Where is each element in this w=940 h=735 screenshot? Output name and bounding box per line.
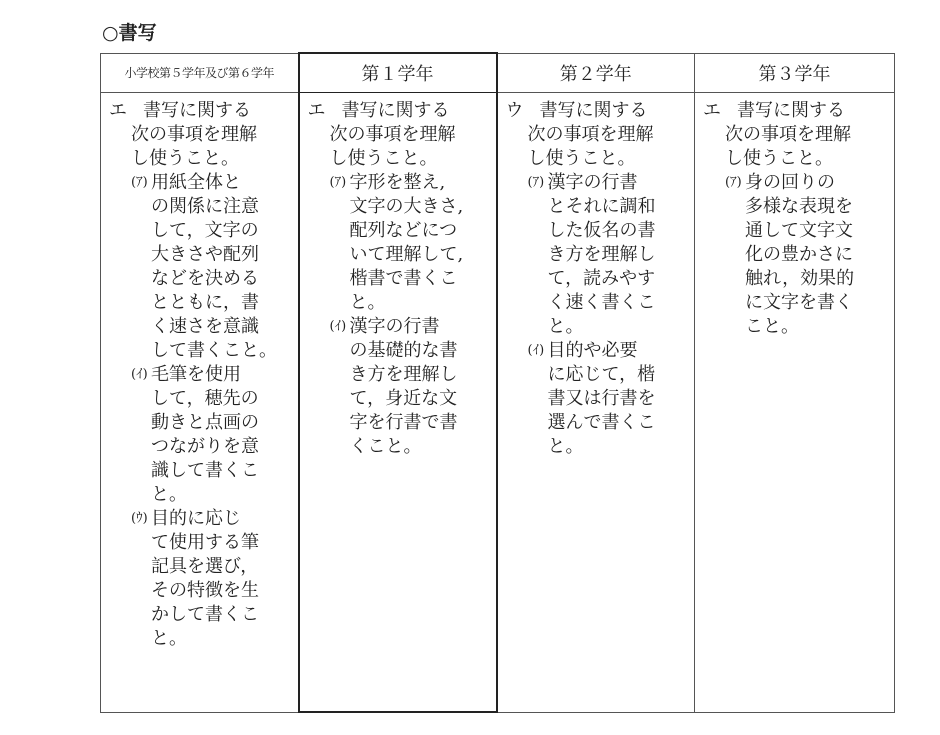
section-heading-line: 次の事項を理解 bbox=[725, 124, 851, 145]
section-heading-text: 書写に関する bbox=[737, 100, 845, 121]
item-text-line: 化の豊かさに bbox=[745, 244, 853, 265]
item-text-line: くこと。 bbox=[349, 436, 422, 457]
section-label: ウ bbox=[505, 100, 524, 121]
item-text-line: して書くこと。 bbox=[151, 340, 277, 361]
section-heading bbox=[703, 99, 888, 123]
page-title: ○書写 bbox=[102, 22, 157, 44]
item-text-line: て，読みやす bbox=[547, 268, 656, 289]
item-number: (ｲ) bbox=[527, 343, 545, 358]
item-number: (ｲ) bbox=[131, 367, 148, 382]
section-label: エ bbox=[109, 100, 127, 121]
cell-grade-1 bbox=[299, 93, 497, 713]
item-text-line: 通して文字文 bbox=[745, 220, 853, 241]
item-text-line: 字を行書で書 bbox=[349, 412, 458, 433]
item-text: 用紙全体と bbox=[151, 172, 241, 193]
section-heading-line: し使うこと。 bbox=[131, 148, 239, 169]
item-number: (ｱ) bbox=[329, 175, 347, 190]
item-text-line: して，文字の bbox=[151, 220, 259, 241]
item-number: (ｲ) bbox=[329, 319, 347, 334]
list-item bbox=[308, 171, 490, 195]
item-text-line: 書又は行書を bbox=[547, 388, 656, 409]
item-text-line: いて理解して, bbox=[349, 244, 464, 265]
section-heading-line: し使うこと。 bbox=[725, 148, 833, 169]
section-heading bbox=[308, 99, 490, 123]
item-text: 目的に応じ bbox=[151, 508, 241, 529]
header-grade-1: 第１学年 bbox=[299, 53, 497, 93]
item-text: 字形を整え, bbox=[349, 172, 446, 193]
item-text-line: 触れ，効果的 bbox=[745, 268, 855, 289]
item-text-line: して，穂先の bbox=[151, 388, 259, 409]
list-item bbox=[506, 171, 689, 195]
item-text-line: 大きさや配列 bbox=[151, 244, 259, 265]
item-text-line: 多様な表現を bbox=[745, 196, 853, 217]
item-number: (ｱ) bbox=[527, 175, 545, 190]
item-text-line: 動きと点画の bbox=[151, 412, 259, 433]
cell-grade-3 bbox=[695, 93, 895, 713]
item-text-line: と。 bbox=[151, 484, 187, 505]
item-text: 目的や必要 bbox=[547, 340, 638, 361]
section-heading-line: 次の事項を理解 bbox=[527, 124, 654, 145]
section-label: エ bbox=[703, 100, 721, 121]
item-text-line: 選んで書くこ bbox=[547, 412, 656, 433]
header-elementary-5-6: 小学校第５学年及び第６学年 bbox=[101, 53, 299, 93]
item-text-line: く速く書くこ bbox=[547, 292, 656, 313]
item-number: (ｱ) bbox=[725, 175, 742, 190]
item-text: 漢字の行書 bbox=[349, 316, 440, 337]
header-grade-2: 第２学年 bbox=[497, 53, 695, 93]
curriculum-table bbox=[100, 52, 895, 713]
item-text-line: と。 bbox=[547, 316, 584, 337]
section-heading-text: 書写に関する bbox=[539, 100, 648, 121]
list-item bbox=[109, 171, 292, 195]
item-text-line: て使用する筆 bbox=[151, 532, 259, 553]
section-heading bbox=[109, 99, 292, 123]
item-text-line: と。 bbox=[349, 292, 386, 313]
item-text-line: かして書くこ bbox=[151, 604, 259, 625]
section-heading-line: 次の事項を理解 bbox=[131, 124, 257, 145]
item-text-line: その特徴を生 bbox=[151, 580, 259, 601]
item-text-line: などを決める bbox=[151, 268, 259, 289]
item-text-line: 配列などにつ bbox=[349, 220, 458, 241]
item-text: 毛筆を使用 bbox=[151, 364, 241, 385]
item-text-line: 楷書で書くこ bbox=[349, 268, 458, 289]
item-text-line: と。 bbox=[151, 628, 187, 649]
header-row bbox=[101, 53, 895, 93]
item-number: (ｳ) bbox=[131, 511, 148, 526]
section-heading-text: 書写に関する bbox=[341, 100, 450, 121]
section-heading-line: し使うこと。 bbox=[527, 148, 636, 169]
item-text-line: に文字を書く bbox=[745, 292, 853, 313]
list-item bbox=[703, 171, 888, 195]
item-text: 身の回りの bbox=[745, 172, 835, 193]
list-item bbox=[109, 507, 292, 531]
section-heading-text: 書写に関する bbox=[143, 100, 251, 121]
item-text-line: の基礎的な書 bbox=[349, 340, 458, 361]
item-text-line: き方を理解し bbox=[547, 244, 656, 265]
item-text-line: 記具を選び， bbox=[151, 556, 259, 577]
item-text-line: とそれに調和 bbox=[547, 196, 656, 217]
item-text-line: と。 bbox=[547, 436, 584, 457]
item-text-line: き方を理解し bbox=[349, 364, 458, 385]
content-row bbox=[101, 93, 895, 713]
item-text-line: て，身近な文 bbox=[349, 388, 458, 409]
section-heading bbox=[506, 99, 689, 123]
item-text-line: の関係に注意 bbox=[151, 196, 259, 217]
item-text-line: とともに，書 bbox=[151, 292, 259, 313]
item-text-line: した仮名の書 bbox=[547, 220, 656, 241]
item-number: (ｱ) bbox=[131, 175, 148, 190]
item-text-line: く速さを意識 bbox=[151, 316, 259, 337]
item-text: 漢字の行書 bbox=[547, 172, 638, 193]
item-text-line: 文字の大きさ, bbox=[349, 196, 464, 217]
list-item bbox=[308, 315, 490, 339]
section-label: エ bbox=[307, 100, 326, 121]
item-text-line: 識して書くこ bbox=[151, 460, 259, 481]
section-heading-line: し使うこと。 bbox=[329, 148, 438, 169]
item-text-line: つながりを意 bbox=[151, 436, 259, 457]
item-text-line: こと。 bbox=[745, 316, 799, 337]
cell-elementary-5-6 bbox=[101, 93, 299, 713]
header-grade-3: 第３学年 bbox=[695, 53, 895, 93]
item-text-line: に応じて，楷 bbox=[547, 364, 656, 385]
cell-grade-2 bbox=[497, 93, 695, 713]
list-item bbox=[109, 363, 292, 387]
section-heading-line: 次の事項を理解 bbox=[329, 124, 456, 145]
list-item bbox=[506, 339, 689, 363]
